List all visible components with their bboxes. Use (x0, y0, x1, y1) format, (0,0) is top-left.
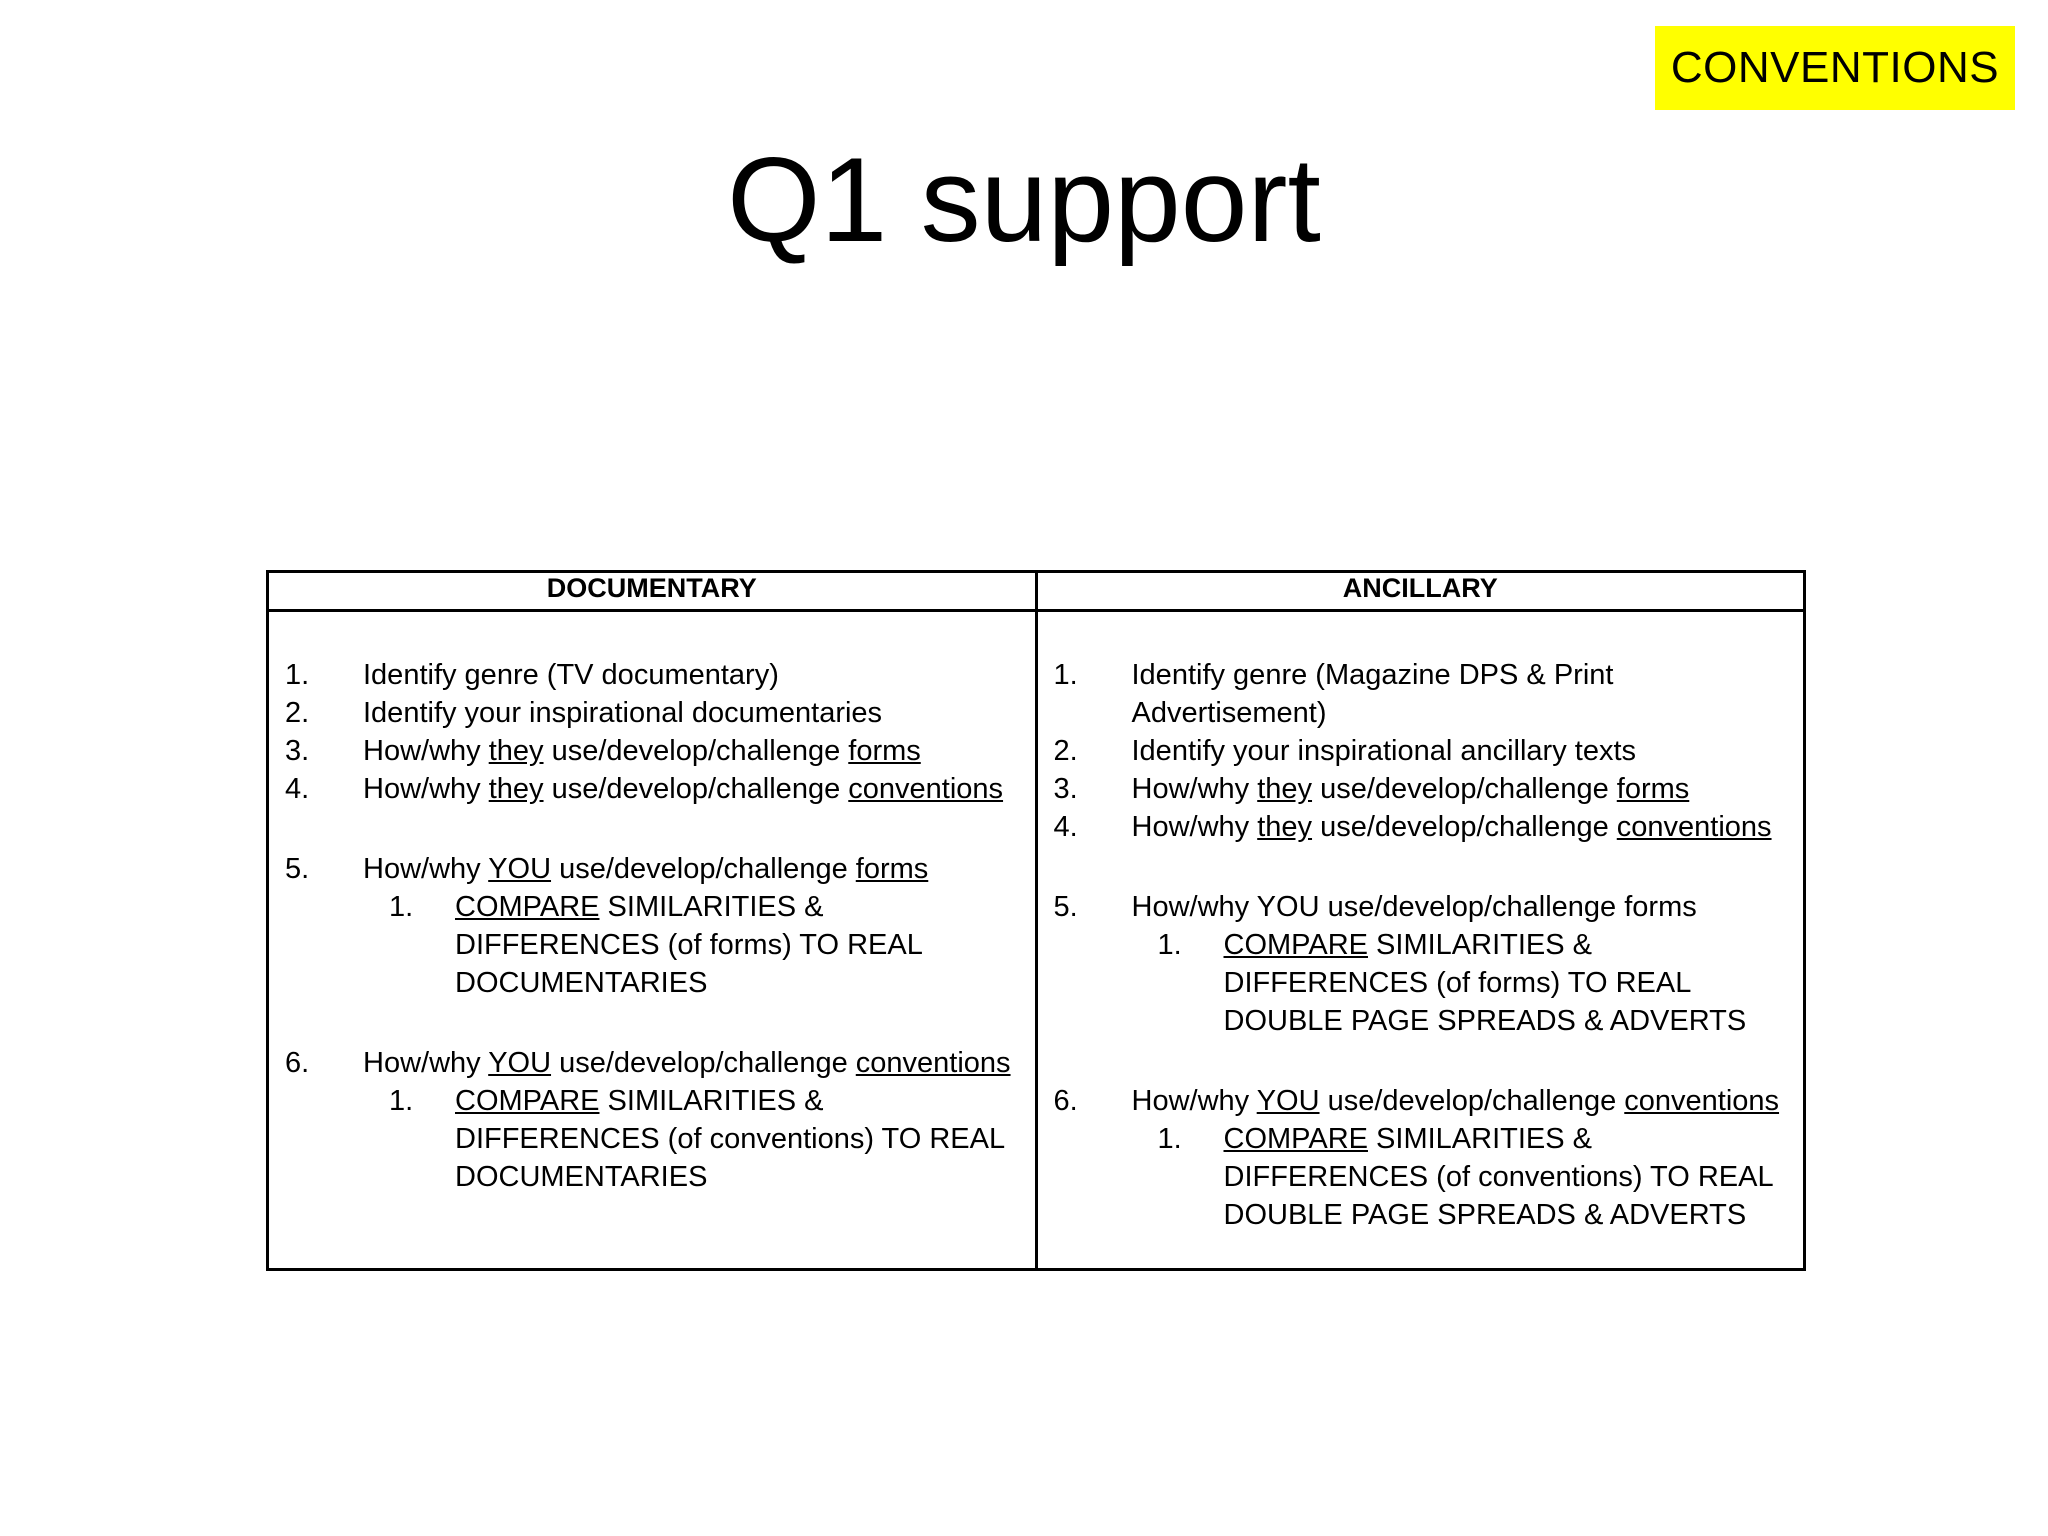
text-part: use/develop/challenge (1312, 811, 1617, 843)
text-part: How/why (363, 773, 489, 805)
item-text: How/why YOU use/develop/challenge forms (1131, 891, 1697, 923)
sub-item-text (455, 1082, 1023, 1196)
q1-support-table (266, 570, 1806, 1271)
underlined-you: YOU (1256, 1085, 1320, 1117)
list-item (1054, 732, 1792, 770)
text-part: How/why (363, 1047, 489, 1079)
ancillary-cell (1036, 611, 1805, 1270)
list-item (285, 770, 1023, 808)
text-part: SIMILARITIES & DIFFERENCES (of conventions) TO REAL DOCUMENTARIES (455, 1085, 1005, 1193)
item-text (363, 770, 1023, 808)
underlined-conventions: conventions (1616, 811, 1772, 843)
sub-item-text (1224, 926, 1792, 1040)
underlined-you: YOU (488, 853, 552, 885)
text-part: use/develop/challenge (543, 773, 849, 805)
sub-item-number: 1. (1157, 1123, 1182, 1155)
item-number: 4. (1053, 811, 1078, 843)
sub-list-item (285, 1082, 1023, 1196)
list-item (285, 1044, 1023, 1082)
item-text (363, 1044, 1023, 1082)
sub-item-number: 1. (389, 1085, 414, 1117)
underlined-they: they (1257, 773, 1313, 805)
item-text: Identify genre (Magazine DPS & Print Advertisement) (1131, 659, 1614, 729)
item-text (1132, 770, 1792, 808)
text-part: use/develop/challenge (551, 1047, 856, 1079)
text-part: How/why (363, 735, 489, 767)
item-number: 5. (285, 853, 310, 885)
spacer (285, 1002, 1023, 1044)
spacer (1054, 1040, 1792, 1082)
item-number: 4. (285, 773, 310, 805)
underlined-they: they (1257, 811, 1313, 843)
item-text (1132, 808, 1792, 846)
table-header-row (268, 572, 1805, 611)
sub-list-item (285, 888, 1023, 1002)
text-part: use/develop/challenge (551, 853, 856, 885)
text-part: SIMILARITIES & DIFFERENCES (of conventions) TO REAL DOUBLE PAGE SPREADS & ADVERTS (1223, 1123, 1773, 1231)
text-part: use/develop/challenge (1319, 1085, 1625, 1117)
item-text (363, 850, 1023, 888)
item-number: 1. (285, 659, 310, 691)
spacer (1054, 846, 1792, 888)
underlined-forms: forms (848, 735, 921, 767)
underlined-conventions: conventions (848, 773, 1004, 805)
text-part: SIMILARITIES & DIFFERENCES (of forms) TO REAL DOUBLE PAGE SPREADS & ADVERTS (1223, 929, 1747, 1037)
sub-list-item (1054, 926, 1792, 1040)
page-title: Q1 support (727, 133, 1321, 267)
item-number: 2. (285, 697, 310, 729)
item-number: 6. (285, 1047, 310, 1079)
underlined-you: YOU (488, 1047, 552, 1079)
text-part: use/develop/challenge (543, 735, 849, 767)
item-text (363, 732, 1023, 770)
sub-item-number: 1. (1157, 929, 1182, 961)
list-item (1054, 888, 1792, 926)
item-number: 3. (285, 735, 310, 767)
list-item (285, 732, 1023, 770)
list-item (1054, 1082, 1792, 1120)
item-number: 6. (1053, 1085, 1078, 1117)
underlined-compare: COMPARE (455, 1085, 600, 1117)
text-part: How/why (1131, 1085, 1257, 1117)
conventions-tag: CONVENTIONS (1655, 26, 2015, 110)
list-item (285, 656, 1023, 694)
sub-item-text (455, 888, 1023, 1002)
text-part: How/why (1131, 773, 1258, 805)
spacer (285, 808, 1023, 850)
underlined-forms: forms (855, 853, 929, 885)
sub-list-item (1054, 1120, 1792, 1234)
list-item (1054, 808, 1792, 846)
sub-item-text (1224, 1120, 1792, 1234)
list-item (285, 694, 1023, 732)
table-body-row (268, 611, 1805, 1270)
underlined-they: they (488, 773, 544, 805)
item-number: 5. (1053, 891, 1078, 923)
item-text: Identify your inspirational ancillary texts (1131, 735, 1637, 767)
underlined-compare: COMPARE (1223, 929, 1368, 961)
underlined-forms: forms (1616, 773, 1690, 805)
text-part: SIMILARITIES & DIFFERENCES (of forms) TO REAL DOCUMENTARIES (455, 891, 922, 999)
text-part: How/why (363, 853, 489, 885)
sub-item-number: 1. (389, 891, 414, 923)
item-text (1132, 1082, 1792, 1120)
underlined-conventions: conventions (855, 1047, 1011, 1079)
underlined-conventions: conventions (1624, 1085, 1780, 1117)
underlined-compare: COMPARE (1223, 1123, 1368, 1155)
list-item (1054, 770, 1792, 808)
list-item (285, 850, 1023, 888)
documentary-header: DOCUMENTARY (268, 572, 1037, 611)
item-text: Identify your inspirational documentaries (363, 697, 883, 729)
item-number: 1. (1053, 659, 1078, 691)
list-item (1054, 656, 1792, 732)
ancillary-header: ANCILLARY (1036, 572, 1805, 611)
text-part: How/why (1131, 811, 1258, 843)
underlined-compare: COMPARE (455, 891, 600, 923)
item-number: 3. (1053, 773, 1078, 805)
item-text: Identify genre (TV documentary) (363, 659, 779, 691)
documentary-cell (268, 611, 1037, 1270)
text-part: use/develop/challenge (1312, 773, 1617, 805)
underlined-they: they (488, 735, 544, 767)
item-number: 2. (1053, 735, 1078, 767)
